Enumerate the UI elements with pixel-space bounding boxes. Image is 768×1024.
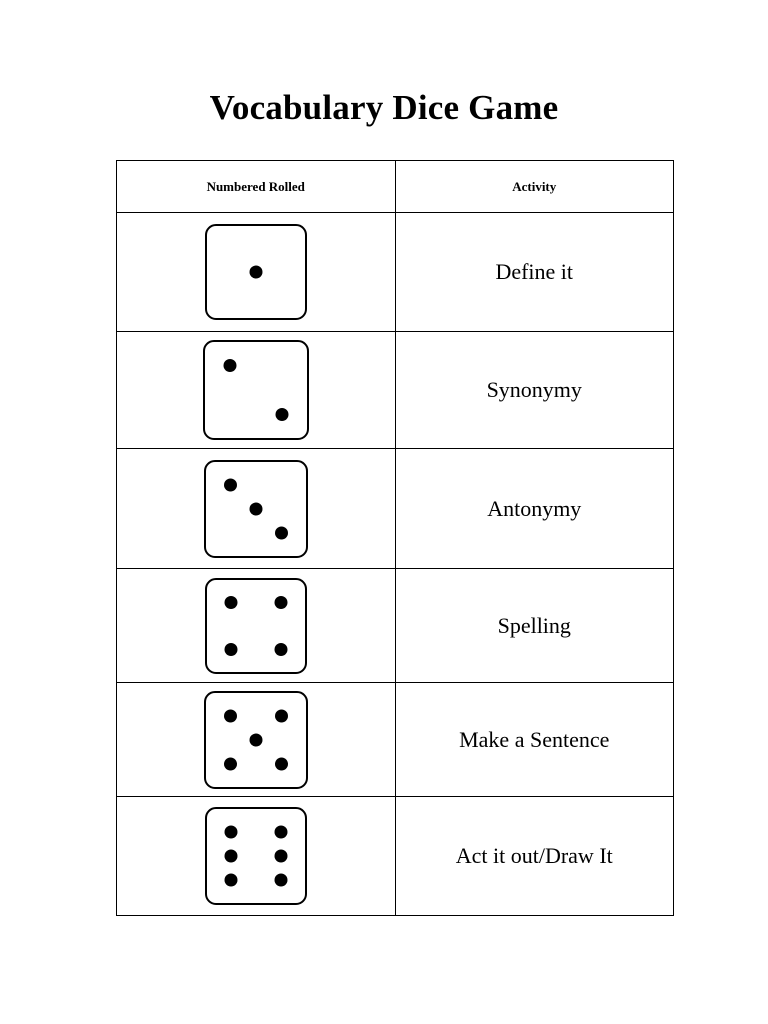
header-activity: Activity <box>395 161 674 213</box>
die-pip <box>249 266 262 279</box>
die-pip <box>274 596 287 609</box>
die-face <box>206 579 306 673</box>
table-row <box>117 213 674 332</box>
die-pip <box>274 826 287 839</box>
die-cell <box>117 797 396 916</box>
die-pip <box>274 643 287 656</box>
die-pip <box>224 709 237 722</box>
die-cell <box>117 449 396 569</box>
die-pip <box>275 757 288 770</box>
table-header-row <box>117 161 674 213</box>
die-cell <box>117 569 396 683</box>
die-pip <box>224 596 237 609</box>
die-pip <box>224 643 237 656</box>
dice-activity-table <box>116 160 674 916</box>
die-pip <box>275 408 288 421</box>
die-pip <box>274 874 287 887</box>
die-three-icon <box>203 459 309 559</box>
page-title: Vocabulary Dice Game <box>209 88 559 127</box>
die-pip <box>224 757 237 770</box>
die-pip <box>224 826 237 839</box>
die-pip <box>224 850 237 863</box>
die-cell <box>117 332 396 449</box>
die-one-icon <box>204 223 308 321</box>
table-row <box>117 683 674 797</box>
die-two-icon <box>202 339 310 441</box>
activity-define: Define it <box>395 213 674 332</box>
die-pip <box>224 874 237 887</box>
activity-antonymy: Antonymy <box>395 449 674 569</box>
activity-synonymy: Synonymy <box>395 332 674 449</box>
table-row <box>117 797 674 916</box>
die-cell <box>117 683 396 797</box>
header-number-rolled: Numbered Rolled <box>117 161 396 213</box>
die-face <box>206 808 306 904</box>
die-pip <box>223 359 236 372</box>
die-four-icon <box>204 577 308 675</box>
table-row <box>117 449 674 569</box>
die-pip <box>275 709 288 722</box>
table-row <box>117 332 674 449</box>
activity-act-draw: Act it out/Draw It <box>395 797 674 916</box>
die-face <box>204 341 308 439</box>
activity-make-sentence: Make a Sentence <box>395 683 674 797</box>
die-six-icon <box>204 806 308 906</box>
die-pip <box>249 502 262 515</box>
table-row <box>117 569 674 683</box>
die-pip <box>224 478 237 491</box>
die-cell <box>117 213 396 332</box>
die-pip <box>274 850 287 863</box>
die-pip <box>275 526 288 539</box>
activity-spelling: Spelling <box>395 569 674 683</box>
die-five-icon <box>203 690 309 790</box>
die-pip <box>249 733 262 746</box>
